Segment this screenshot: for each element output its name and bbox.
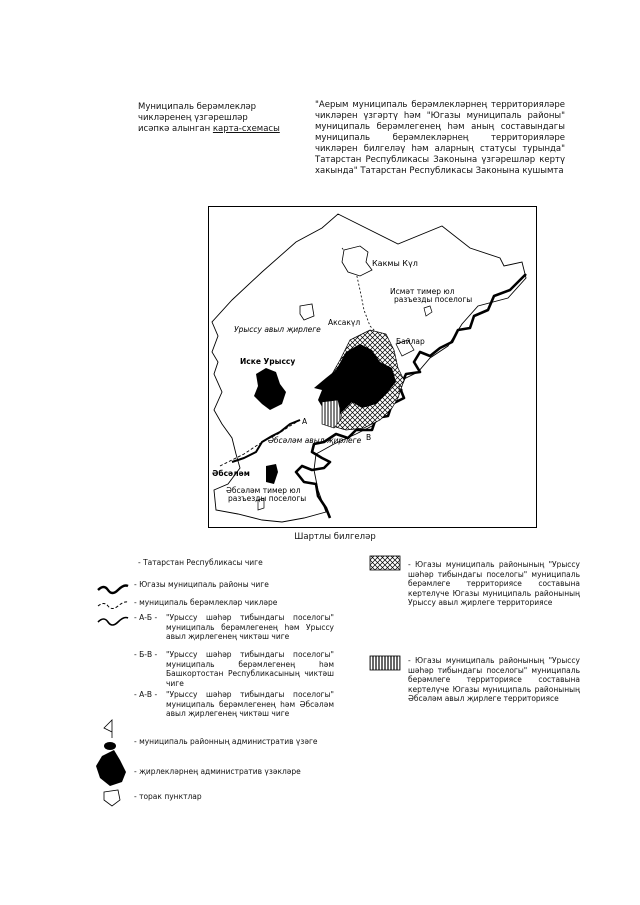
label-urussu-rural: Урыссу авыл җирлеге — [234, 325, 321, 334]
legend-ab-code: - А-Б - — [134, 613, 158, 622]
appendix-note: "Аерым муниципаль берәмлекләрнең территорияләре чикләрен үзгәртү һәм "Югазы муниципаль районы" муниципаль берәмлегенең һәм аның составындагы муниципаль берәмлекләрнең территорияләре чикләрен билгеләү һәм аларның статусы турында" Татарстан Республикасы Законына үзгәрешләр кертү хакында" Татарстан Республикасы Законына кушымта — [315, 100, 565, 176]
legend-district-border-text: - Югазы муниципаль районы чиге — [134, 580, 269, 589]
caption-line-1: Муниципаль берәмлекләр — [138, 102, 257, 112]
label-point-a: А — [302, 417, 308, 426]
legend-av-code: - А-В - — [134, 690, 158, 699]
legend-bv-code: - Б-В - — [134, 650, 158, 659]
legend-republic-border-text: - Татарстан Республикасы чиге — [138, 558, 263, 567]
caption-line-2: чикләренең үзгәрешләр — [138, 113, 248, 123]
label-ismat-2: разъезды поселогы — [394, 295, 473, 304]
legend-ab-text: "Урыссу шәһәр тибындагы поселогы" муниципаль берәмлегенең һәм Урыссу авыл җирлегенең чиктәш чиге — [166, 613, 334, 641]
legend-item-crosshatch — [408, 560, 580, 608]
label-absalam-rural: Әбсәләм авыл җирлеге — [268, 436, 362, 445]
settlement-admin-center-symbol — [96, 750, 126, 786]
legend-item-settlement-points — [134, 792, 354, 802]
legend-item-vertical-hatch — [408, 656, 580, 704]
legend-settlement-points-text: - торак пунктлар — [134, 792, 202, 801]
legend-crosshatch-text: - Югазы муниципаль районының "Урыссу шәһәр тибындагы поселогы" муниципаль берәмлеге территориясе составына кертелүче Югазы муниципаль районының Урыссу авыл җирлеге территориясе — [408, 560, 580, 607]
legend-vertical-hatch-text: - Югазы муниципаль районының "Урыссу шәһәр тибындагы поселогы" муниципаль берәмлеге территориясе составына кертелүче Югазы муниципаль районының Әбсәләм авыл җирлеге территориясе — [408, 656, 580, 703]
legend-item-republic-border — [138, 558, 348, 568]
label-absalam-station-1: Әбсәләм тимер юл — [226, 486, 301, 495]
legend-title: Шартлы билгеләр — [294, 532, 376, 542]
label-point-v: В — [366, 433, 372, 442]
caption-line-3-pre: исәпкә алынган — [138, 124, 213, 134]
vertical-hatch-swatch — [370, 656, 400, 670]
label-ismat-1: Исмәт тимер юл — [390, 287, 455, 296]
legend-item-settlement-admin-centers — [134, 767, 354, 777]
label-kakmy-kul: Какмы Күл — [372, 259, 418, 268]
legend-district-admin-center-text: - муниципаль районның административ үзәге — [134, 737, 318, 746]
caption-line-3-link: карта-схемасы — [212, 124, 280, 134]
district-admin-center-dot — [104, 742, 116, 750]
legend-item-district-admin-center — [134, 737, 354, 747]
legend-bv-text: "Урыссу шәһәр тибындагы поселогы" муниципаль берәмлегенең һәм Башкортостан Республикасының чиктәш чиге — [166, 650, 334, 688]
legend-settlement-admin-centers-text: - җирлекләрнең административ үзәкләре — [134, 767, 301, 776]
legend-municipal-borders-text: - муниципаль берәмлекләр чикләре — [134, 598, 278, 607]
label-iske-urussu: Иске Урыссу — [240, 357, 296, 366]
ab-border-symbol — [98, 618, 128, 626]
crosshatch-swatch — [370, 556, 400, 570]
settlement-point-symbol — [104, 790, 120, 806]
label-bailar: Байлар — [396, 337, 425, 346]
legend-av-text: "Урыссу шәһәр тибындагы поселогы" муниципаль берәмлегенең һәм Әбсәләм авыл җирлегенең чиктәш чиге — [166, 690, 334, 718]
label-aksakul: Аксакүл — [328, 318, 361, 327]
district-border-symbol — [98, 586, 128, 594]
label-absalam: Әбсәләм — [212, 469, 250, 478]
legend-item-district-border — [134, 580, 344, 590]
municipal-border-symbol — [98, 602, 128, 609]
legend-item-municipal-borders — [134, 598, 344, 608]
label-point-b: Б — [398, 385, 404, 394]
label-absalam-station-2: разъезды поселогы — [228, 494, 307, 503]
district-admin-center-symbol — [104, 720, 112, 738]
